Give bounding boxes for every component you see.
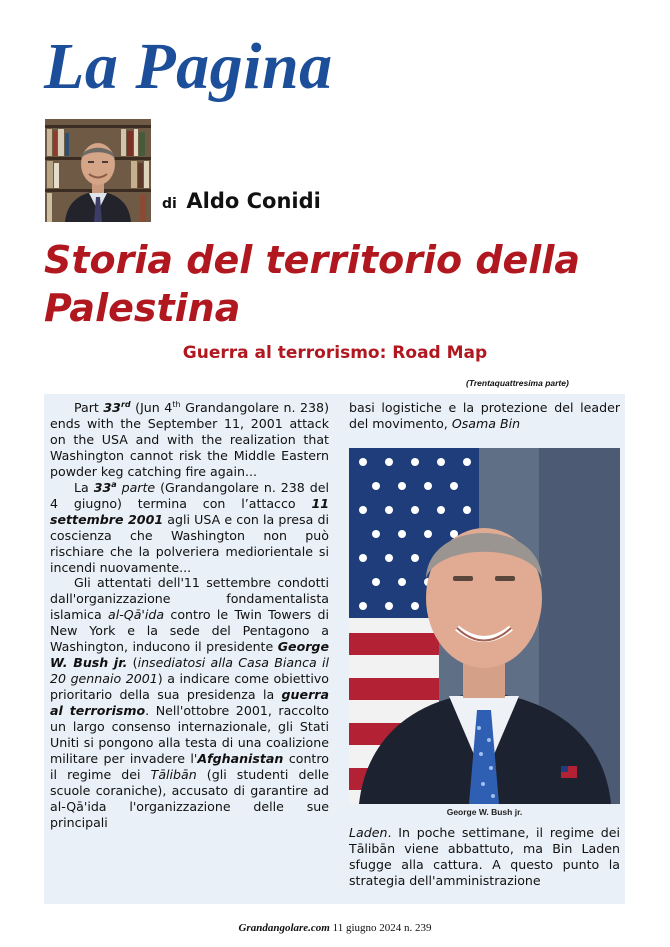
page-footer: [0, 922, 670, 934]
article-body: [44, 394, 625, 904]
text-run: . In poche settimane, il regime dei Tālibān viene abbattuto, ma Bin Laden sfugge alla cattura. A questo punto la strategia dell'amministrazione: [349, 825, 620, 888]
text-run: (Grandangolare n. 238 del 4 giugno) termina con l’attacco: [50, 479, 329, 511]
text-italic: al-Qā'ida: [108, 607, 165, 623]
text-run: La: [74, 479, 94, 495]
text-italic: Osama Bin: [451, 415, 521, 431]
text-run: Part: [74, 400, 104, 415]
article-column-right-bottom: [349, 825, 620, 889]
highlight-place: Afghanistan: [197, 750, 284, 766]
byline: [162, 189, 321, 213]
text-run: (: [127, 655, 138, 671]
author-name: Aldo Conidi: [186, 189, 321, 213]
ordinal-suffix: rd: [120, 399, 131, 409]
masthead: La Pagina: [44, 30, 333, 103]
text-run: ) a indicare come obiettivo prioritario della sua presidenza la: [50, 671, 329, 703]
ordinal-suffix: th: [172, 399, 181, 409]
text-run: contro il regime dei: [50, 750, 329, 782]
paragraph-italian-summary: [50, 480, 329, 576]
paragraph-continued: [349, 825, 620, 889]
text-run: (gli studenti delle scuole coraniche), accusato di garantire ad al-Qā'ida l'organizzazione delle sue principali: [50, 766, 329, 830]
article-column-left: [50, 400, 329, 831]
part-number: 33: [93, 479, 112, 495]
paragraph-main: [50, 575, 329, 830]
text-run: agli USA e con la presa di coscienza che Washington non può rischiare che la polveriera mediorientale si incendi nuovamente...: [50, 511, 329, 575]
byline-prefix: di: [162, 196, 177, 212]
author-photo: [45, 119, 151, 222]
text-italic: Tālibān: [150, 766, 197, 782]
article-column-right-top: [349, 400, 620, 432]
text-run: basi logistiche e la protezione del leader del movimento,: [349, 400, 620, 431]
part-label: (Trentaquattresima parte): [466, 378, 569, 388]
text-run: Gli attentati dell'11 settembre condotti dall'organizzazione fondamentalista islamica: [50, 575, 329, 623]
ordinal-suffix: a: [111, 479, 117, 489]
text-run: . Nell'ottobre 2001, raccolto un largo consenso internazionale, gli Stati Uniti si pongono alla testa di una coalizione militare per invadere l': [50, 703, 329, 766]
text-run: Grandangolare n. 238) ends with the September 11, 2001 attack on the USA and with the realization that Washington cannot risk the Middle Eastern powder keg catching fire again...: [50, 400, 329, 479]
footer-site: Grandangolare.com: [238, 922, 330, 934]
text-italic: parte: [121, 479, 156, 495]
highlight-phrase: guerra al terrorismo: [50, 687, 329, 719]
text-run: contro le Twin Towers di New York e la sede del Pentagono a Washington, inducono il presidente: [50, 607, 329, 655]
highlight-date: 11 settembre 2001: [50, 495, 329, 527]
photo-caption: George W. Bush jr.: [446, 807, 523, 817]
text-italic: insediatosi alla Casa Bianca il 20 gennaio 2001: [50, 655, 329, 687]
article-title: Storia del territorio della Palestina: [44, 238, 580, 330]
paragraph-english-summary: [50, 400, 329, 480]
footer-issue: 11 giugno 2024 n. 239: [329, 922, 432, 934]
highlight-name: George W. Bush jr.: [50, 639, 329, 671]
text-italic: Laden: [349, 825, 388, 840]
paragraph-continued: [349, 400, 620, 432]
article-subtitle: Guerra al terrorismo: Road Map: [182, 343, 488, 363]
text-run: (Jun 4: [130, 400, 173, 415]
part-number: 33: [103, 400, 121, 415]
photo-george-w-bush: [349, 448, 620, 804]
